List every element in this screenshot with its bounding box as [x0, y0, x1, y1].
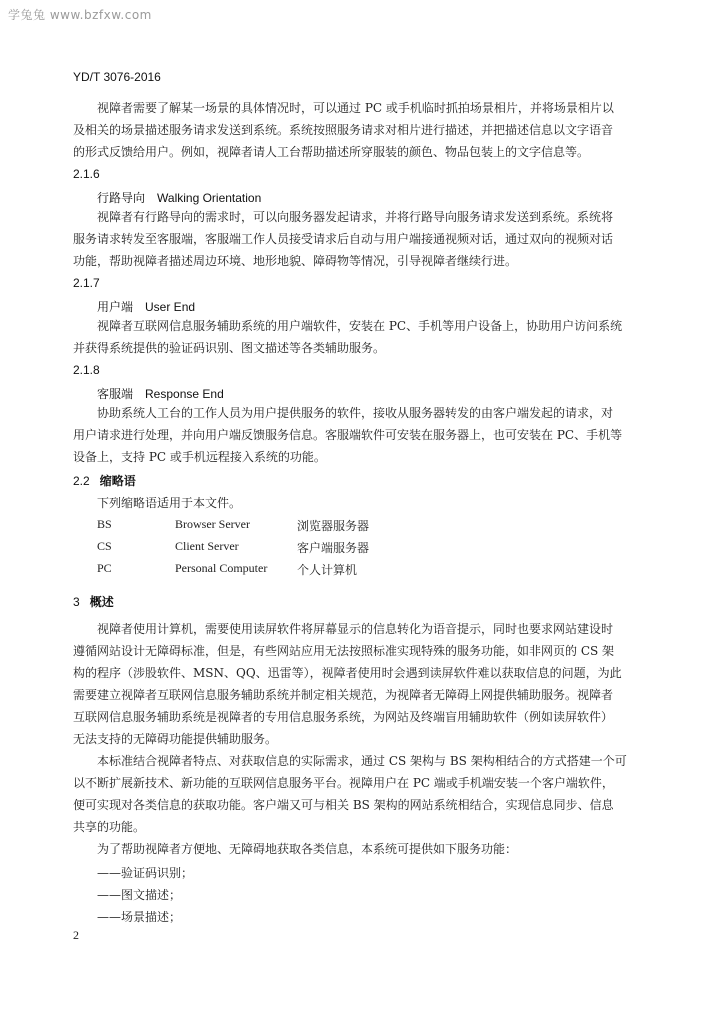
paragraph-line: 的形式反馈给用户。例如，视障者请人工台帮助描述所穿服装的颜色、物品包装上的文字信息等。: [73, 145, 590, 159]
section-heading-22: [73, 472, 136, 489]
term-zh: 用户端: [97, 300, 134, 314]
paragraph-line: 设备上，支持 PC 或手机远程接入系统的功能。: [73, 450, 326, 464]
paragraph-line: 为了帮助视障者方便地、无障碍地获取各类信息，本系统可提供如下服务功能：: [97, 842, 518, 856]
abbreviation-intro: 下列缩略语适用于本文件。: [97, 496, 242, 510]
term-definition-217: [73, 315, 651, 359]
term-heading-216: [97, 189, 261, 206]
term-zh: 客服端: [97, 387, 134, 401]
term-heading-217: [97, 298, 195, 315]
paragraph-line: 并获得系统提供的验证码识别、图文描述等各类辅助服务。: [73, 341, 386, 355]
paragraph-line: 无法支持的无障碍功能提供辅助服务。: [73, 732, 278, 746]
section-title: 概述: [89, 595, 114, 609]
watermark: 学兔兔 www.bzfxw.com: [8, 8, 152, 22]
abbreviation-full: Client Server: [175, 539, 239, 553]
abbreviation: CS: [97, 539, 112, 553]
term-en: Walking Orientation: [157, 191, 262, 205]
paragraph-line: 服务请求转发至客服端，客服端工作人员接受请求后自动与用户端接通视频对话，通过双向的视频对话: [73, 232, 614, 246]
abbreviation: BS: [97, 517, 112, 531]
paragraph-line: 共享的功能。: [73, 820, 146, 834]
abbreviation: PC: [97, 561, 112, 575]
term-zh: 行路导向: [97, 191, 146, 205]
section-number: 2.2: [73, 474, 90, 488]
paragraph-line: 互联网信息服务辅助系统是视障者的专用信息服务系统，为网站及终端盲用辅助软件（例如读屏软件）: [73, 710, 614, 724]
section-number: 3: [73, 595, 80, 609]
paragraph-line: 用户请求进行处理，并向用户端反馈服务信息。客服端软件可安装在服务器上，也可安装在 PC、手机等: [73, 428, 623, 442]
paragraph-line: 以不断扩展新技术、新功能的互联网信息服务平台。视障用户在 PC 端或手机端安装一个客户端软件，: [73, 776, 614, 790]
abbreviation-full: Personal Computer: [175, 561, 268, 575]
clause-number-217: 2.1.7: [73, 276, 100, 290]
term-en: Response End: [145, 387, 224, 401]
list-item: ——场景描述；: [97, 910, 182, 924]
section-heading-3: [73, 593, 114, 610]
clause-number-216: 2.1.6: [73, 167, 100, 181]
clause-number-218: 2.1.8: [73, 363, 100, 377]
term-definition-218: [73, 402, 651, 468]
abbreviation-full: Browser Server: [175, 517, 250, 531]
paragraph-line: 需要建立视障者互联网信息服务辅助系统并制定相关规范，为视障者无障碍上网提供辅助服务。视障者: [73, 688, 614, 702]
abbreviation-zh: 浏览器服务器: [297, 519, 370, 533]
standard-code-header: YD/T 3076-2016: [73, 70, 161, 84]
overview-paragraph-2: [73, 750, 651, 838]
paragraph-line: 本标准结合视障者特点、对获取信息的实际需求，通过 CS 架构与 BS 架构相结合的方式搭建一个可: [97, 754, 627, 768]
page-number: 2: [73, 928, 79, 942]
paragraph-line: 及相关的场景描述服务请求发送到系统。系统按照服务请求对相片进行描述，并把描述信息以文字语音: [73, 123, 614, 137]
intro-paragraph: [73, 97, 651, 163]
paragraph-line: 视障者互联网信息服务辅助系统的用户端软件，安装在 PC、手机等用户设备上，协助用户访问系统: [97, 319, 623, 333]
paragraph-line: 视障者需要了解某一场景的具体情况时，可以通过 PC 或手机临时抓拍场景相片，并将场景相片以: [97, 101, 614, 115]
paragraph-line: 构的程序（涉股软件、MSN、QQ、迅雷等），视障者使用时会遇到读屏软件难以获取信息的问题，为此: [73, 666, 622, 680]
list-item: ——图文描述；: [97, 888, 182, 902]
paragraph-line: 视障者使用计算机，需要使用读屏软件将屏幕显示的信息转化为语音提示，同时也要求网站建设时: [97, 622, 614, 636]
section-title: 缩略语: [99, 474, 136, 488]
term-definition-216: [73, 206, 651, 272]
paragraph-line: 便可实现对各类信息的获取功能。客户端又可与相关 BS 架构的网站系统相结合，实现信息同步、信息: [73, 798, 614, 812]
paragraph-line: 视障者有行路导向的需求时，可以向服务器发起请求，并将行路导向服务请求发送到系统。系统将: [97, 210, 614, 224]
paragraph-line: 协助系统人工台的工作人员为用户提供服务的软件，接收从服务器转发的由客户端发起的请求，对: [97, 406, 614, 420]
list-item: ——验证码识别；: [97, 866, 194, 880]
term-en: User End: [145, 300, 196, 314]
abbreviation-zh: 个人计算机: [297, 563, 358, 577]
paragraph-line: 遵循网站设计无障碍标准，但是，有些网站应用无法按照标准实现特殊的服务功能，如非网页的 CS 架: [73, 644, 615, 658]
paragraph-line: 功能，帮助视障者描述周边环境、地形地貌、障碍物等情况，引导视障者继续行进。: [73, 254, 518, 268]
overview-paragraph-3: [73, 838, 651, 860]
abbreviation-zh: 客户端服务器: [297, 541, 370, 555]
overview-paragraph-1: [73, 618, 651, 750]
term-heading-218: [97, 385, 224, 402]
